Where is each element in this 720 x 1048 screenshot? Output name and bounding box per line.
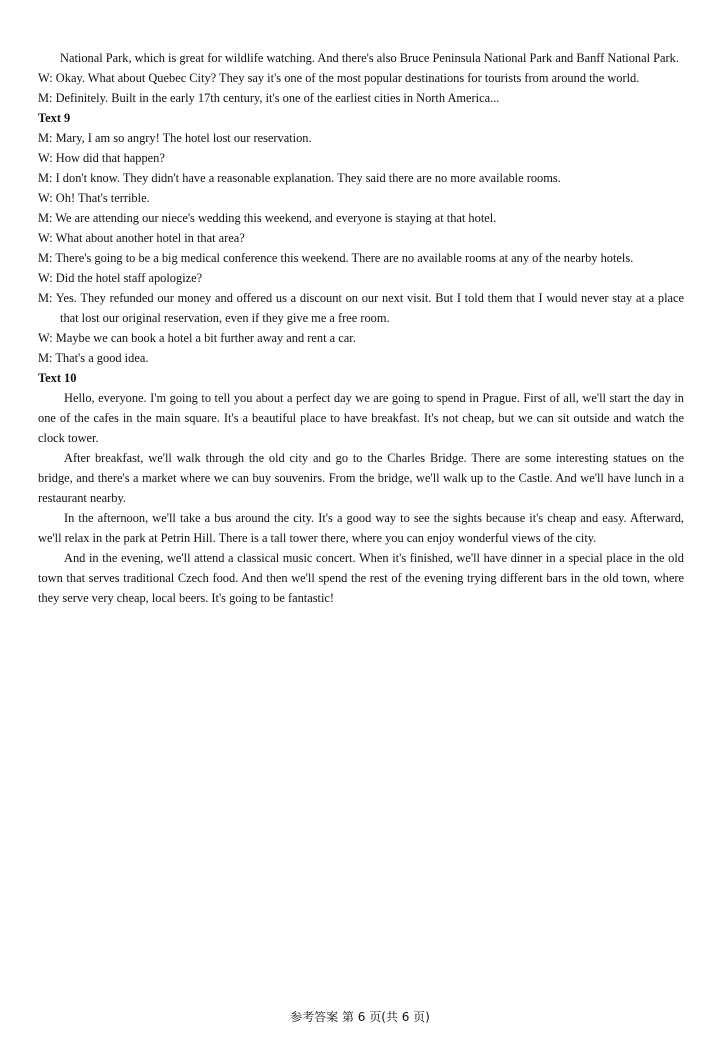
speaker-label: W: <box>38 151 53 165</box>
dialogue-text: Yes. They refunded our money and offered us a discount on our next visit. But I told them that I would never stay at a place that lost our original reservation, even if they give me a free room. <box>55 291 685 325</box>
monologue-paragraph: And in the evening, we'll attend a classical music concert. When it's finished, we'll have dinner in a special place in the old town that serves traditional Czech food. And then we'll spend the rest of the evening trying different bars in the old town, where they serve very cheap, local beers. It's going to be fantastic! <box>38 551 684 605</box>
dialogue-text: Oh! That's terrible. <box>55 191 150 205</box>
dialogue-text: How did that happen? <box>55 151 165 165</box>
monologue-paragraph: After breakfast, we'll walk through the old city and go to the Charles Bridge. There are some interesting statues on the bridge, and there's a market where we can buy souvenirs. From the bridge, we'll walk up to the Castle. And we'll have lunch in a restaurant nearby. <box>38 451 684 505</box>
dialogue-text: Did the hotel staff apologize? <box>55 271 203 285</box>
dialogue-text: Maybe we can book a hotel a bit further away and rent a car. <box>55 331 356 345</box>
speaker-label: M: <box>38 291 53 305</box>
dialogue-text: What about another hotel in that area? <box>55 231 245 245</box>
dialogue-line <box>38 188 684 208</box>
speaker-label: M: <box>38 91 53 105</box>
continuation-line: National Park, which is great for wildlife watching. And there's also Bruce Peninsula National Park and Banff National Park. <box>60 51 679 65</box>
speaker-label: W: <box>38 331 53 345</box>
dialogue-line <box>38 128 684 148</box>
dialogue-text: We are attending our niece's wedding this weekend, and everyone is staying at that hotel. <box>55 211 497 225</box>
dialogue-line <box>38 248 684 268</box>
dialogue-text: Okay. What about Quebec City? They say it's one of the most popular destinations for tourists from around the world. <box>55 71 640 85</box>
monologue-paragraph: In the afternoon, we'll take a bus around the city. It's a good way to see the sights because it's cheap and easy. Afterward, we'll relax in the park at Petrin Hill. There is a tall tower there, where you can enjoy wonderful views of the city. <box>38 511 684 545</box>
speaker-label: M: <box>38 211 53 225</box>
document-page <box>38 48 684 608</box>
speaker-label: W: <box>38 271 53 285</box>
speaker-label: M: <box>38 171 53 185</box>
dialogue-text: That's a good idea. <box>55 351 149 365</box>
dialogue-text: There's going to be a big medical conference this weekend. There are no available rooms at any of the nearby hotels. <box>55 251 634 265</box>
dialogue-line <box>38 208 684 228</box>
dialogue-line <box>38 288 684 328</box>
dialogue-line <box>38 148 684 168</box>
dialogue-text: Mary, I am so angry! The hotel lost our reservation. <box>55 131 312 145</box>
dialogue-line <box>38 328 684 348</box>
monologue-paragraph: Hello, everyone. I'm going to tell you about a perfect day we are going to spend in Prague. First of all, we'll start the day in one of the cafes in the main square. It's a beautiful place to have breakfast. It's not cheap, but we can sit outside and watch the clock tower. <box>38 391 684 445</box>
section-heading-text10: Text 10 <box>38 371 77 385</box>
speaker-label: M: <box>38 351 53 365</box>
dialogue-line <box>38 168 684 188</box>
page-footer: 参考答案 第 6 页(共 6 页) <box>290 1010 430 1024</box>
speaker-label: W: <box>38 191 53 205</box>
dialogue-text: I don't know. They didn't have a reasonable explanation. They said there are no more available rooms. <box>55 171 561 185</box>
speaker-label: M: <box>38 131 53 145</box>
dialogue-line <box>38 268 684 288</box>
dialogue-line <box>38 228 684 248</box>
dialogue-line <box>38 88 684 108</box>
section-heading-text9: Text 9 <box>38 111 71 125</box>
dialogue-text: Definitely. Built in the early 17th century, it's one of the earliest cities in North America... <box>55 91 500 105</box>
dialogue-line <box>38 68 684 88</box>
speaker-label: M: <box>38 251 53 265</box>
dialogue-line <box>38 348 684 368</box>
speaker-label: W: <box>38 71 53 85</box>
speaker-label: W: <box>38 231 53 245</box>
